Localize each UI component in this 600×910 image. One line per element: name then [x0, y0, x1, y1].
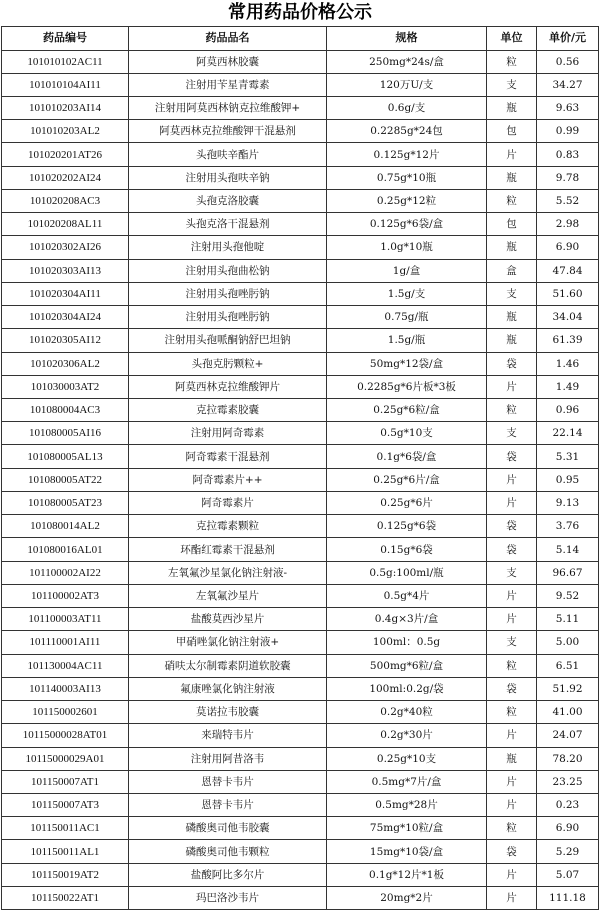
cell-spec: 0.5mg*7片/盒 — [327, 770, 487, 793]
cell-price: 5.07 — [537, 863, 599, 886]
cell-name: 阿奇霉素干混悬剂 — [129, 445, 327, 468]
cell-code: 101130004AC11 — [2, 654, 129, 677]
cell-name: 注射用阿昔洛韦 — [129, 747, 327, 770]
cell-name: 磷酸奥司他韦颗粒 — [129, 840, 327, 863]
table-row — [2, 515, 599, 538]
cell-name: 头孢克洛干混悬剂 — [129, 213, 327, 236]
cell-spec: 0.25g*10支 — [327, 747, 487, 770]
cell-unit: 片 — [487, 794, 537, 817]
cell-price: 96.67 — [537, 561, 599, 584]
cell-price: 22.14 — [537, 422, 599, 445]
cell-spec: 0.6g/支 — [327, 96, 487, 119]
cell-name: 注射用苄星青霉素 — [129, 73, 327, 96]
cell-price: 9.63 — [537, 96, 599, 119]
table-row — [2, 491, 599, 514]
table-row — [2, 143, 599, 166]
cell-code: 101080004AC3 — [2, 399, 129, 422]
cell-code: 101100002AI22 — [2, 561, 129, 584]
cell-unit: 粒 — [487, 399, 537, 422]
cell-code: 101150011AL1 — [2, 840, 129, 863]
cell-spec: 0.25g*12粒 — [327, 189, 487, 212]
cell-spec: 0.25g*6片/盒 — [327, 468, 487, 491]
cell-unit: 瓶 — [487, 747, 537, 770]
table-row — [2, 329, 599, 352]
table-row — [2, 375, 599, 398]
cell-unit: 片 — [487, 375, 537, 398]
cell-unit: 袋 — [487, 538, 537, 561]
cell-spec: 0.1g*6袋/盒 — [327, 445, 487, 468]
table-row — [2, 213, 599, 236]
table-row — [2, 445, 599, 468]
cell-code: 101020302AI26 — [2, 236, 129, 259]
cell-price: 5.31 — [537, 445, 599, 468]
cell-spec: 0.1g*12片*1板 — [327, 863, 487, 886]
cell-name: 盐酸莫西沙星片 — [129, 608, 327, 631]
cell-unit: 袋 — [487, 515, 537, 538]
table-row — [2, 236, 599, 259]
cell-unit: 瓶 — [487, 306, 537, 329]
cell-spec: 0.5g*10支 — [327, 422, 487, 445]
table-row — [2, 561, 599, 584]
cell-unit: 袋 — [487, 840, 537, 863]
cell-name: 头孢克洛胶囊 — [129, 189, 327, 212]
cell-unit: 片 — [487, 886, 537, 909]
cell-code: 101080005AT22 — [2, 468, 129, 491]
cell-name: 阿莫西林胶囊 — [129, 50, 327, 73]
table-row — [2, 73, 599, 96]
cell-unit: 片 — [487, 863, 537, 886]
cell-name: 注射用阿莫西林钠克拉维酸钾+ — [129, 96, 327, 119]
table-row — [2, 701, 599, 724]
table-row — [2, 770, 599, 793]
cell-price: 41.00 — [537, 701, 599, 724]
cell-price: 24.07 — [537, 724, 599, 747]
cell-name: 注射用头孢他啶 — [129, 236, 327, 259]
header-code: 药品编号 — [2, 27, 129, 51]
cell-name: 氟康唑氯化钠注射液 — [129, 677, 327, 700]
cell-name: 磷酸奥司他韦胶囊 — [129, 817, 327, 840]
table-row — [2, 166, 599, 189]
cell-unit: 袋 — [487, 352, 537, 375]
cell-price: 6.90 — [537, 236, 599, 259]
cell-price: 5.29 — [537, 840, 599, 863]
cell-spec: 0.4g×3片/盒 — [327, 608, 487, 631]
cell-spec: 0.125g*6袋/盒 — [327, 213, 487, 236]
cell-unit: 片 — [487, 724, 537, 747]
cell-unit: 粒 — [487, 817, 537, 840]
table-row — [2, 677, 599, 700]
table-row — [2, 50, 599, 73]
cell-spec: 0.2g*40粒 — [327, 701, 487, 724]
cell-spec: 0.125g*6袋 — [327, 515, 487, 538]
cell-spec: 20mg*2片 — [327, 886, 487, 909]
cell-price: 0.23 — [537, 794, 599, 817]
cell-unit: 袋 — [487, 677, 537, 700]
cell-spec: 100ml:0.2g/袋 — [327, 677, 487, 700]
cell-code: 101100003AT11 — [2, 608, 129, 631]
table-row — [2, 584, 599, 607]
cell-price: 0.95 — [537, 468, 599, 491]
cell-price: 0.56 — [537, 50, 599, 73]
cell-spec: 0.25g*6片 — [327, 491, 487, 514]
cell-price: 23.25 — [537, 770, 599, 793]
table-row — [2, 654, 599, 677]
cell-unit: 片 — [487, 770, 537, 793]
cell-spec: 100ml：0.5g — [327, 631, 487, 654]
cell-code: 101010203AL2 — [2, 120, 129, 143]
cell-name: 阿莫西林克拉维酸钾片 — [129, 375, 327, 398]
cell-price: 9.78 — [537, 166, 599, 189]
cell-unit: 支 — [487, 282, 537, 305]
cell-code: 101080016AL01 — [2, 538, 129, 561]
cell-code: 101150007AT3 — [2, 794, 129, 817]
cell-spec: 0.5g*4片 — [327, 584, 487, 607]
cell-name: 左氧氟沙星氯化钠注射液- — [129, 561, 327, 584]
header-unit: 单位 — [487, 27, 537, 51]
cell-price: 34.27 — [537, 73, 599, 96]
cell-code: 101020306AL2 — [2, 352, 129, 375]
cell-spec: 250mg*24s/盒 — [327, 50, 487, 73]
cell-name: 盐酸阿比多尔片 — [129, 863, 327, 886]
cell-name: 注射用头孢哌酮钠舒巴坦钠 — [129, 329, 327, 352]
cell-name: 头孢克肟颗粒+ — [129, 352, 327, 375]
cell-unit: 片 — [487, 608, 537, 631]
cell-code: 101080005AL13 — [2, 445, 129, 468]
cell-unit: 支 — [487, 422, 537, 445]
table-row — [2, 817, 599, 840]
cell-price: 1.49 — [537, 375, 599, 398]
cell-price: 34.04 — [537, 306, 599, 329]
cell-code: 101150022AT1 — [2, 886, 129, 909]
table-row — [2, 886, 599, 909]
cell-price: 9.13 — [537, 491, 599, 514]
cell-name: 阿奇霉素片++ — [129, 468, 327, 491]
cell-code: 101080014AL2 — [2, 515, 129, 538]
cell-code: 101150002601 — [2, 701, 129, 724]
cell-price: 3.76 — [537, 515, 599, 538]
cell-spec: 0.5mg*28片 — [327, 794, 487, 817]
cell-code: 101020208AL11 — [2, 213, 129, 236]
cell-price: 51.60 — [537, 282, 599, 305]
cell-code: 101020303AI13 — [2, 259, 129, 282]
cell-name: 甲硝唑氯化钠注射液+ — [129, 631, 327, 654]
table-row — [2, 724, 599, 747]
header-name: 药品品名 — [129, 27, 327, 51]
table-row — [2, 96, 599, 119]
cell-code: 101110001AI11 — [2, 631, 129, 654]
cell-code: 101100002AT3 — [2, 584, 129, 607]
cell-spec: 500mg*6粒/盒 — [327, 654, 487, 677]
cell-code: 101030003AT2 — [2, 375, 129, 398]
cell-unit: 粒 — [487, 50, 537, 73]
cell-price: 6.51 — [537, 654, 599, 677]
cell-spec: 75mg*10粒/盒 — [327, 817, 487, 840]
table-row — [2, 352, 599, 375]
cell-unit: 片 — [487, 491, 537, 514]
cell-code: 101020201AT26 — [2, 143, 129, 166]
cell-unit: 片 — [487, 143, 537, 166]
cell-code: 101020208AC3 — [2, 189, 129, 212]
page-title: 常用药品价格公示 — [228, 2, 372, 23]
table-row — [2, 399, 599, 422]
cell-unit: 瓶 — [487, 236, 537, 259]
cell-spec: 0.25g*6粒/盒 — [327, 399, 487, 422]
cell-spec: 0.5g:100ml/瓶 — [327, 561, 487, 584]
cell-price: 0.96 — [537, 399, 599, 422]
cell-code: 10115000029A01 — [2, 747, 129, 770]
cell-code: 101020202AI24 — [2, 166, 129, 189]
table-row — [2, 306, 599, 329]
table-row — [2, 189, 599, 212]
cell-unit: 包 — [487, 120, 537, 143]
cell-spec: 0.2285g*24包 — [327, 120, 487, 143]
cell-name: 来瑞特韦片 — [129, 724, 327, 747]
cell-code: 10115000028AT01 — [2, 724, 129, 747]
cell-price: 47.84 — [537, 259, 599, 282]
cell-name: 注射用头孢曲松钠 — [129, 259, 327, 282]
cell-unit: 片 — [487, 468, 537, 491]
cell-price: 61.39 — [537, 329, 599, 352]
cell-name: 硝呋太尔制霉素阴道软胶囊 — [129, 654, 327, 677]
cell-unit: 粒 — [487, 701, 537, 724]
cell-unit: 粒 — [487, 654, 537, 677]
cell-unit: 粒 — [487, 189, 537, 212]
cell-price: 5.14 — [537, 538, 599, 561]
cell-unit: 瓶 — [487, 329, 537, 352]
cell-spec: 120万U/支 — [327, 73, 487, 96]
cell-unit: 支 — [487, 561, 537, 584]
cell-price: 0.83 — [537, 143, 599, 166]
cell-unit: 瓶 — [487, 96, 537, 119]
table-row — [2, 840, 599, 863]
cell-name: 恩替卡韦片 — [129, 770, 327, 793]
cell-price: 78.20 — [537, 747, 599, 770]
cell-price: 6.90 — [537, 817, 599, 840]
header-spec: 规格 — [327, 27, 487, 51]
cell-price: 9.52 — [537, 584, 599, 607]
cell-name: 阿莫西林克拉维酸钾干混悬剂 — [129, 120, 327, 143]
cell-price: 0.99 — [537, 120, 599, 143]
cell-name: 恩替卡韦片 — [129, 794, 327, 817]
cell-spec: 0.15g*6袋 — [327, 538, 487, 561]
table-row — [2, 538, 599, 561]
table-row — [2, 608, 599, 631]
table-row — [2, 631, 599, 654]
cell-code: 101150019AT2 — [2, 863, 129, 886]
table-row — [2, 468, 599, 491]
table-header-row — [2, 27, 599, 51]
cell-name: 注射用阿奇霉素 — [129, 422, 327, 445]
cell-unit: 袋 — [487, 445, 537, 468]
cell-code: 101010104AI11 — [2, 73, 129, 96]
cell-price: 111.18 — [537, 886, 599, 909]
cell-spec: 0.2285g*6片板*3板 — [327, 375, 487, 398]
cell-name: 克拉霉素胶囊 — [129, 399, 327, 422]
cell-spec: 0.75g*10瓶 — [327, 166, 487, 189]
cell-unit: 支 — [487, 73, 537, 96]
table-row — [2, 422, 599, 445]
header-price: 单价/元 — [537, 27, 599, 51]
cell-spec: 0.2g*30片 — [327, 724, 487, 747]
cell-price: 5.11 — [537, 608, 599, 631]
cell-code: 101020305AI12 — [2, 329, 129, 352]
cell-code: 101080005AT23 — [2, 491, 129, 514]
table-row — [2, 282, 599, 305]
cell-spec: 0.125g*12片 — [327, 143, 487, 166]
cell-price: 5.52 — [537, 189, 599, 212]
table-row — [2, 747, 599, 770]
cell-unit: 盒 — [487, 259, 537, 282]
cell-code: 101010102AC11 — [2, 50, 129, 73]
cell-price: 5.00 — [537, 631, 599, 654]
table-row — [2, 794, 599, 817]
cell-name: 注射用头孢唑肟钠 — [129, 282, 327, 305]
cell-code: 101080005AI16 — [2, 422, 129, 445]
cell-spec: 50mg*12袋/盒 — [327, 352, 487, 375]
cell-code: 101140003AI13 — [2, 677, 129, 700]
cell-name: 左氧氟沙星片 — [129, 584, 327, 607]
cell-unit: 包 — [487, 213, 537, 236]
cell-code: 101020304AI11 — [2, 282, 129, 305]
cell-spec: 1.5g/支 — [327, 282, 487, 305]
cell-code: 101010203AI14 — [2, 96, 129, 119]
cell-spec: 1.0g*10瓶 — [327, 236, 487, 259]
cell-unit: 支 — [487, 631, 537, 654]
cell-name: 莫诺拉韦胶囊 — [129, 701, 327, 724]
cell-name: 阿奇霉素片 — [129, 491, 327, 514]
table-row — [2, 259, 599, 282]
cell-price: 51.92 — [537, 677, 599, 700]
cell-name: 玛巴洛沙韦片 — [129, 886, 327, 909]
cell-name: 注射用头孢唑肟钠 — [129, 306, 327, 329]
cell-name: 注射用头孢呋辛钠 — [129, 166, 327, 189]
price-table — [1, 26, 599, 910]
table-row — [2, 863, 599, 886]
table-row — [2, 120, 599, 143]
cell-price: 1.46 — [537, 352, 599, 375]
cell-spec: 1.5g/瓶 — [327, 329, 487, 352]
cell-spec: 15mg*10袋/盒 — [327, 840, 487, 863]
cell-spec: 1g/盒 — [327, 259, 487, 282]
cell-spec: 0.75g/瓶 — [327, 306, 487, 329]
cell-code: 101150011AC1 — [2, 817, 129, 840]
cell-unit: 片 — [487, 584, 537, 607]
cell-name: 头孢呋辛酯片 — [129, 143, 327, 166]
cell-code: 101020304AI24 — [2, 306, 129, 329]
cell-code: 101150007AT1 — [2, 770, 129, 793]
cell-unit: 瓶 — [487, 166, 537, 189]
cell-name: 克拉霉素颗粒 — [129, 515, 327, 538]
cell-price: 2.98 — [537, 213, 599, 236]
cell-name: 环酯红霉素干混悬剂 — [129, 538, 327, 561]
